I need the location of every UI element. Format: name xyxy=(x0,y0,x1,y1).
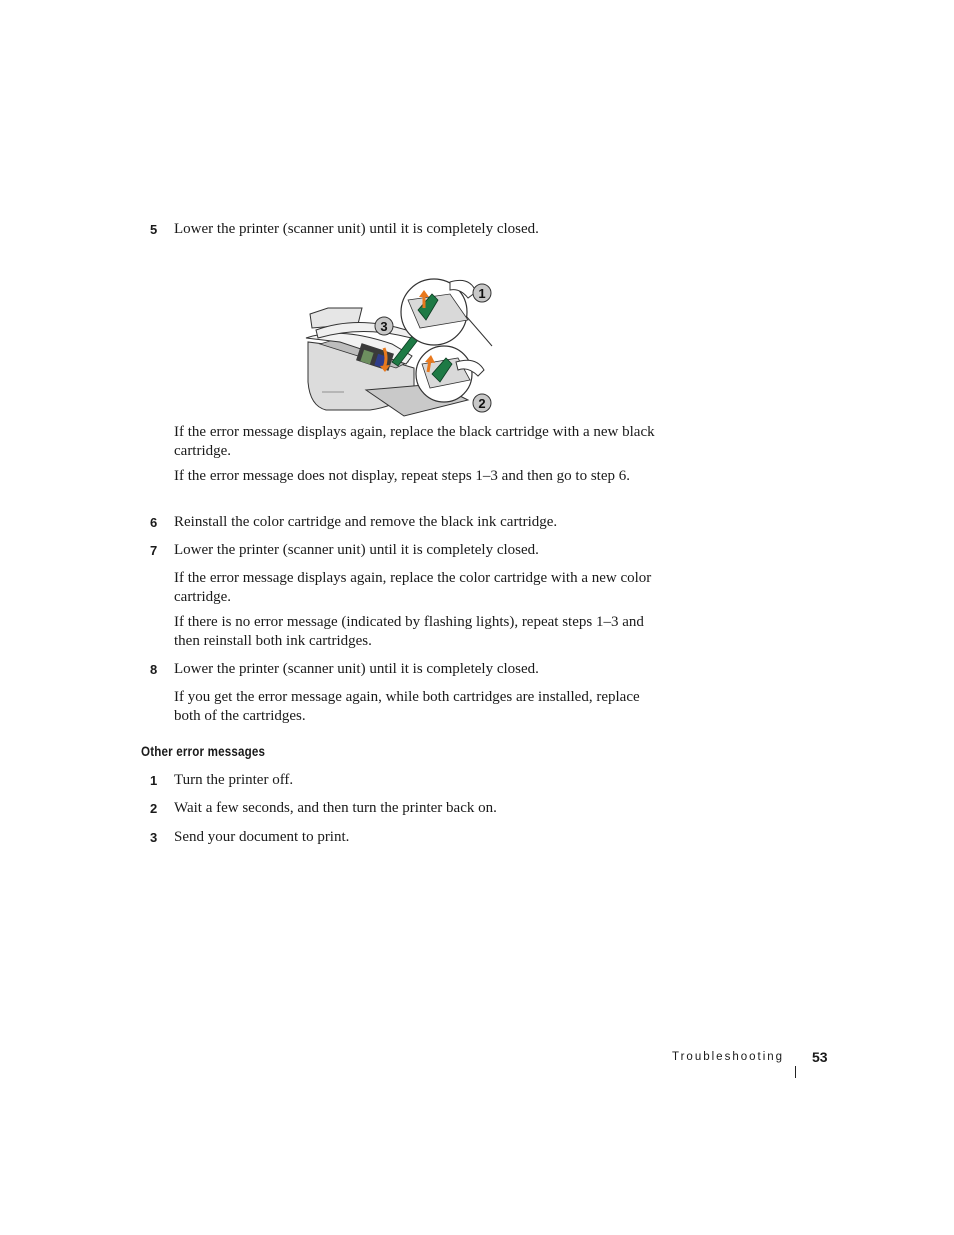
callout-3 xyxy=(375,317,393,335)
step-text: Send your document to print. xyxy=(174,829,350,845)
callout-1-label: 1 xyxy=(478,286,486,301)
step-text: Wait a few seconds, and then turn the printer back on. xyxy=(174,800,497,816)
step-number: 6 xyxy=(150,515,158,530)
section-heading: Other error messages xyxy=(141,744,266,759)
step-number: 3 xyxy=(150,830,158,845)
callout-2-label: 2 xyxy=(478,396,486,411)
step-number: 8 xyxy=(150,662,158,677)
step-text: Reinstall the color cartridge and remove the black ink cartridge. xyxy=(174,514,558,530)
step-text: Turn the printer off. xyxy=(174,772,294,788)
paragraph: If the error message displays again, replace the black cartridge with a new black cartridge. xyxy=(174,424,655,459)
callout-1 xyxy=(473,284,491,302)
page-number: 53 xyxy=(812,1049,828,1065)
paragraph: If the error message displays again, replace the color cartridge with a new color cartridge. xyxy=(174,570,652,605)
step-number: 2 xyxy=(150,801,158,816)
step-text: Lower the printer (scanner unit) until it is completely closed. xyxy=(174,221,539,237)
step-text: Lower the printer (scanner unit) until it is completely closed. xyxy=(174,542,539,558)
step-number: 5 xyxy=(150,222,158,237)
callout-3-label: 3 xyxy=(380,319,388,334)
printer-cartridge-illustration xyxy=(300,272,496,420)
step-text: Lower the printer (scanner unit) until it is completely closed. xyxy=(174,661,539,677)
step-number: 1 xyxy=(150,773,158,788)
paragraph: If the error message does not display, repeat steps 1–3 and then go to step 6. xyxy=(174,468,630,484)
footer-divider xyxy=(795,1066,796,1078)
callout-2 xyxy=(473,394,491,412)
paragraph: If you get the error message again, while both cartridges are installed, replace both of the cartridges. xyxy=(174,689,640,724)
detail-circle-bottom xyxy=(416,346,484,402)
paragraph: If there is no error message (indicated by flashing lights), repeat steps 1–3 and then reinstall both ink cartridges. xyxy=(174,614,644,649)
step-number: 7 xyxy=(150,543,158,558)
footer-section-title: Troubleshooting xyxy=(672,1051,785,1063)
